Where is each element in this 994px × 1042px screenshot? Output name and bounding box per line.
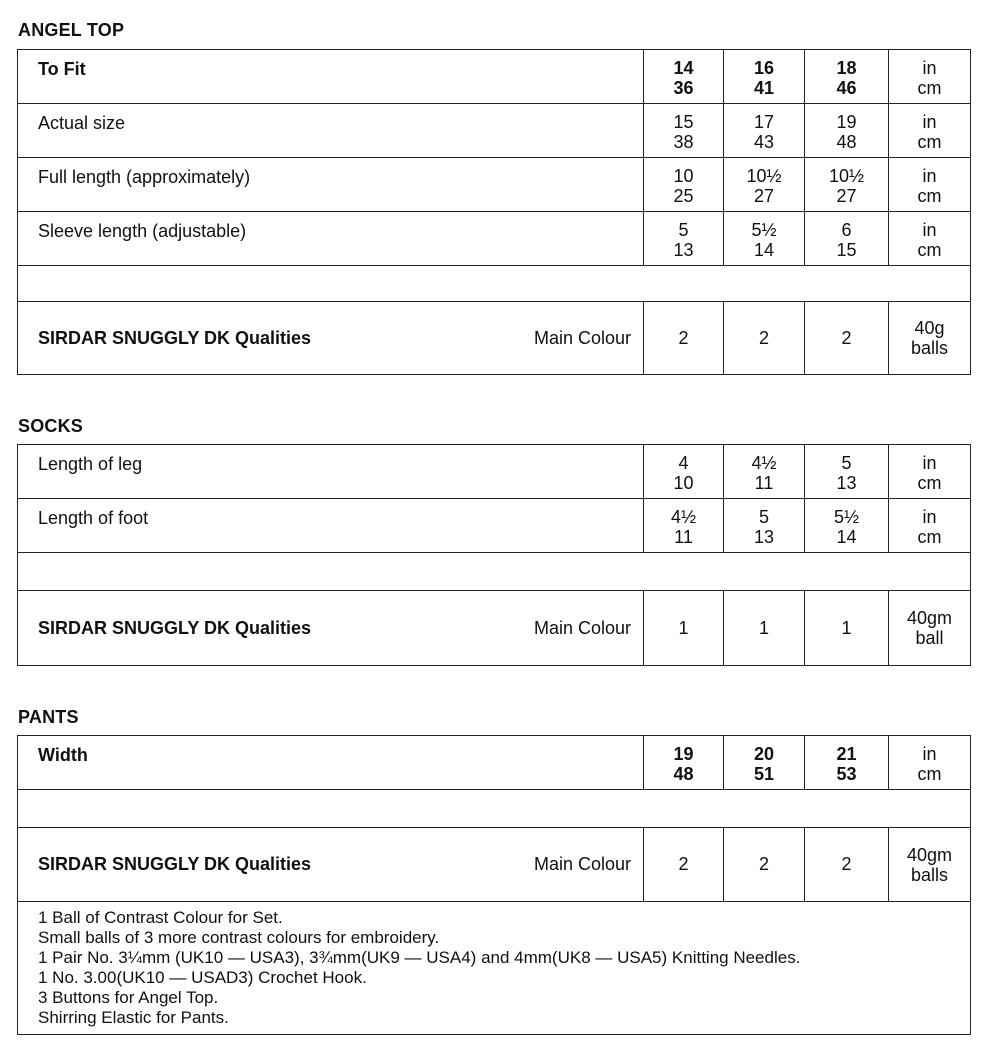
measure-value: 17 bbox=[753, 112, 775, 132]
length-of-leg-label: Length of leg bbox=[38, 454, 143, 474]
pants-title: PANTS bbox=[18, 707, 79, 727]
angel-top-table bbox=[17, 49, 971, 375]
to-fit-label: To Fit bbox=[38, 59, 86, 79]
unit-in: in bbox=[922, 58, 937, 78]
angel-top-title: ANGEL TOP bbox=[18, 20, 125, 40]
socks-title: SOCKS bbox=[18, 416, 84, 436]
unit-in: in bbox=[922, 166, 937, 186]
measure-value: 6 bbox=[841, 220, 852, 240]
ball-count: 1 bbox=[678, 617, 689, 638]
materials-line: Shirring Elastic for Pants. bbox=[38, 1008, 229, 1027]
unit-cm: cm bbox=[917, 78, 942, 98]
unit-cm: cm bbox=[917, 473, 942, 493]
materials-line: Small balls of 3 more contrast colours for embroidery. bbox=[38, 928, 440, 947]
ball-count: 2 bbox=[758, 854, 769, 874]
actual-size-row bbox=[18, 104, 970, 158]
measure-value: 5½ bbox=[833, 507, 860, 527]
ball-unit: balls bbox=[910, 338, 949, 358]
qualities-label: SIRDAR SNUGGLY DK Qualities bbox=[38, 617, 312, 638]
ball-unit: ball bbox=[915, 628, 944, 648]
unit-cm: cm bbox=[917, 527, 942, 547]
materials-line: 3 Buttons for Angel Top. bbox=[38, 988, 219, 1007]
unit-in: in bbox=[922, 220, 937, 240]
to-fit-row bbox=[18, 50, 970, 104]
actual-size-label: Actual size bbox=[38, 113, 126, 133]
qualities-row bbox=[18, 591, 970, 665]
ball-count: 2 bbox=[758, 327, 769, 348]
size-value: 53 bbox=[836, 764, 857, 784]
measure-value: 15 bbox=[673, 112, 694, 132]
ball-count: 2 bbox=[678, 327, 689, 348]
length-of-foot-row bbox=[18, 499, 970, 553]
unit-cm: cm bbox=[917, 186, 942, 206]
ball-count: 2 bbox=[841, 327, 852, 348]
spacer-row bbox=[18, 266, 970, 302]
measure-value: 25 bbox=[673, 186, 694, 206]
unit-cm: cm bbox=[917, 240, 942, 260]
ball-count: 1 bbox=[841, 617, 852, 638]
measure-value: 10½ bbox=[746, 166, 782, 186]
length-of-foot-label: Length of foot bbox=[38, 508, 149, 528]
measure-value: 10 bbox=[673, 166, 694, 186]
main-colour-label: Main Colour bbox=[533, 327, 631, 348]
full-length-label: Full length (approximately) bbox=[38, 167, 251, 187]
width-label: Width bbox=[38, 745, 88, 765]
ball-unit: balls bbox=[910, 864, 949, 885]
measure-value: 4 bbox=[678, 453, 689, 473]
measure-value: 4½ bbox=[670, 507, 697, 527]
socks-table bbox=[17, 444, 971, 666]
ball-count: 2 bbox=[841, 854, 852, 874]
materials-list bbox=[18, 902, 970, 1034]
measure-value: 43 bbox=[753, 132, 775, 152]
qualities-row bbox=[18, 302, 970, 374]
measure-value: 4½ bbox=[751, 453, 777, 473]
width-row bbox=[18, 736, 970, 790]
materials-line: 1 Ball of Contrast Colour for Set. bbox=[38, 908, 283, 927]
size-value: 21 bbox=[836, 744, 857, 764]
materials-row bbox=[18, 902, 970, 1034]
size-value: 46 bbox=[836, 78, 857, 98]
size-value: 20 bbox=[753, 744, 775, 764]
main-colour-label: Main Colour bbox=[533, 617, 631, 638]
size-value: 51 bbox=[753, 764, 775, 784]
materials-line: 1 No. 3.00(UK10 — USAD3) Crochet Hook. bbox=[38, 968, 367, 987]
ball-weight: 40gm bbox=[906, 844, 953, 865]
measure-value: 13 bbox=[673, 240, 694, 260]
sleeve-length-row bbox=[18, 212, 970, 266]
length-of-leg-row bbox=[18, 445, 970, 499]
unit-in: in bbox=[922, 112, 937, 132]
main-colour-label: Main Colour bbox=[533, 854, 631, 874]
measure-value: 13 bbox=[753, 527, 775, 547]
materials-line: 1 Pair No. 3¼mm (UK10 — USA3), 3¾mm(UK9 — USA4) and 4mm(UK8 — USA5) Knitting Needles. bbox=[38, 948, 801, 967]
size-value: 14 bbox=[673, 58, 694, 78]
measure-value: 48 bbox=[836, 132, 857, 152]
measure-value: 5½ bbox=[751, 220, 777, 240]
measure-value: 11 bbox=[754, 473, 774, 493]
size-value: 41 bbox=[753, 78, 775, 98]
unit-in: in bbox=[922, 453, 937, 473]
measure-value: 10½ bbox=[828, 166, 865, 186]
measure-value: 19 bbox=[836, 112, 857, 132]
measure-value: 10 bbox=[673, 473, 694, 493]
measure-value: 5 bbox=[841, 453, 852, 473]
full-length-row bbox=[18, 158, 970, 212]
measure-value: 38 bbox=[673, 132, 694, 152]
ball-weight: 40g bbox=[914, 318, 945, 338]
size-value: 36 bbox=[673, 78, 694, 98]
ball-count: 2 bbox=[678, 854, 689, 874]
qualities-label: SIRDAR SNUGGLY DK Qualities bbox=[38, 327, 312, 348]
measure-value: 15 bbox=[836, 240, 857, 260]
measure-value: 13 bbox=[836, 473, 857, 493]
spacer-row bbox=[18, 790, 970, 828]
unit-cm: cm bbox=[917, 132, 942, 152]
ball-weight: 40gm bbox=[906, 608, 953, 628]
measure-value: 5 bbox=[678, 220, 689, 240]
size-value: 18 bbox=[836, 58, 857, 78]
unit-in: in bbox=[922, 507, 937, 527]
ball-count: 1 bbox=[758, 617, 769, 638]
unit-cm: cm bbox=[917, 764, 942, 784]
size-value: 48 bbox=[673, 764, 694, 784]
qualities-row bbox=[18, 828, 970, 902]
qualities-label: SIRDAR SNUGGLY DK Qualities bbox=[38, 854, 312, 874]
pants-table bbox=[17, 735, 971, 1035]
measure-value: 14 bbox=[753, 240, 775, 260]
spacer-row bbox=[18, 553, 970, 591]
size-value: 19 bbox=[673, 744, 694, 764]
measure-value: 14 bbox=[836, 527, 857, 547]
measure-value: 27 bbox=[836, 186, 857, 206]
measure-value: 5 bbox=[758, 507, 769, 527]
sleeve-length-label: Sleeve length (adjustable) bbox=[38, 221, 247, 241]
measure-value: 27 bbox=[753, 186, 775, 206]
unit-in: in bbox=[922, 744, 937, 764]
measure-value: 11 bbox=[674, 527, 693, 547]
size-value: 16 bbox=[753, 58, 775, 78]
